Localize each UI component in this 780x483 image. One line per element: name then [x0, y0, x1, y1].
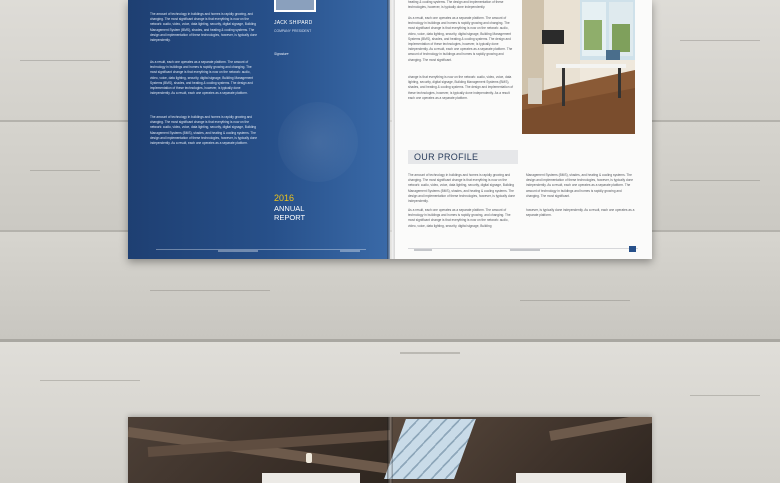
body-paragraph: As a result, each one operates as a separate platform. The amount of technology in buildings and homes is rapidly growing and changing. The most significant change is that everything is now on the network: audio, video, voice, data lighting, security, digital signage, Building Management Systems (BMS), shades, and heating & cooling systems. The design and implementation of these technologies, however, is typically done independently. As a result, each one operates as a separate platform. The amount of technology in buildings and homes is rapidly growing and changing. The most significant.	[408, 16, 513, 62]
pendant-lamp	[306, 453, 312, 463]
plank-seam	[0, 339, 780, 342]
footer-text	[414, 249, 432, 251]
president-title: COMPANY PRESIDENT	[274, 29, 312, 33]
ceiling-beam	[549, 417, 652, 441]
president-name: JACK SHIPARD	[274, 20, 313, 26]
brochure-spine	[387, 0, 395, 259]
wood-grain	[40, 380, 140, 381]
caption-box	[516, 473, 626, 483]
footer-rule	[156, 249, 366, 250]
wood-grain	[680, 40, 760, 41]
report-title-line: ANNUAL	[274, 204, 305, 213]
wood-grain	[690, 395, 760, 396]
profile-heading: OUR PROFILE	[414, 152, 479, 162]
wood-grain	[30, 170, 100, 171]
brochure-left-page	[128, 0, 390, 259]
second-brochure	[128, 417, 652, 483]
report-title	[274, 204, 305, 222]
body-paragraph: The amount of technology in buildings and homes is rapidly growing, and changing. The most significant change is that everything is now on the network: audio, video, voice, data lighting, security, digital signage, Building Management System (BMS), shades, and heating & cooling systems. The design and implementation of these technologies, however, is typically done independently.	[150, 12, 258, 43]
footer-text	[218, 250, 258, 252]
wood-grain	[520, 300, 630, 301]
body-paragraph: As a result, each one operates as a separate platform. The amount of technology in buildings and homes is rapidly growing, and changing. The most significant change is that everything is now on the network: audio, video, voice, data lighting, security, digital signage, Building	[408, 208, 511, 228]
body-paragraph: however, is typically done independently. As a result, each one operates as a separate platform.	[526, 208, 635, 218]
report-title-line: REPORT	[274, 213, 306, 222]
brochure-spine	[387, 417, 393, 483]
signature: Signature	[274, 52, 289, 56]
body-paragraph: The amount of technology in buildings and homes is rapidly growing and changing. The most significant change is that everything is now on the network: audio, video, voice, data lighting, security, digital signage, Building Management Systems (BMS), shades, and heating & cooling systems. The design and implementation of these technologies, however, is typically done independently. As a result, each one operates as a separate platform.	[150, 115, 258, 146]
page-number-badge	[629, 246, 636, 252]
body-paragraph: Management Systems (BMS), shades, and heating & cooling systems. The design and implementation of these technologies, however, is typically done independently. As a result, each one operates as a separate platform. The amount of technology in buildings and homes is rapidly growing and changing. The most significant.	[526, 173, 634, 198]
body-paragraph: change is that everything is now on the network: audio, video, voice, data lighting, security, digital signage, Building Management Systems (BMS), shades, and heating & cooling systems. The design and implementation of these technologies, however, is typically done independently. As a result each one operates as a separate platform.	[408, 75, 514, 100]
president-portrait	[274, 0, 316, 12]
office-photo	[522, 0, 635, 134]
wood-grain	[670, 180, 760, 181]
watermark	[278, 102, 358, 182]
brochure-right-page	[392, 0, 652, 259]
body-paragraph: As a result, each one operates as a separate platform. The amount of technology in buildings and homes is rapidly growing and changing. The most significant change is that everything is now on the network: audio, video, voice, data lighting, security, digital signage, Building Management Systems (BMS), shades, and heating & cooling systems. The design and implementation of these technologies, however, is typically done independently. As a result, each one operates as a separate platform.	[150, 60, 254, 96]
report-year: 2016	[274, 193, 295, 203]
body-paragraph: The amount of technology in buildings and homes is rapidly growing and changing. The most significant change is that everything is now on the network: audio, video, voice, data lighting, security, digital signage, Building Management Systems (BMS), shades, and heating & cooling systems. The design and implementation of these technologies, however, is typically done independently.	[408, 173, 516, 204]
body-paragraph: heating & cooling systems. The design and implementation of these technologies, however, is typically done independently.	[408, 0, 504, 10]
wood-grain	[150, 290, 270, 291]
wood-grain	[20, 60, 110, 61]
wood-grain	[400, 352, 460, 354]
footer-text	[340, 250, 360, 252]
annual-report-brochure	[128, 0, 652, 259]
caption-box	[262, 473, 360, 483]
footer-text	[510, 249, 540, 251]
